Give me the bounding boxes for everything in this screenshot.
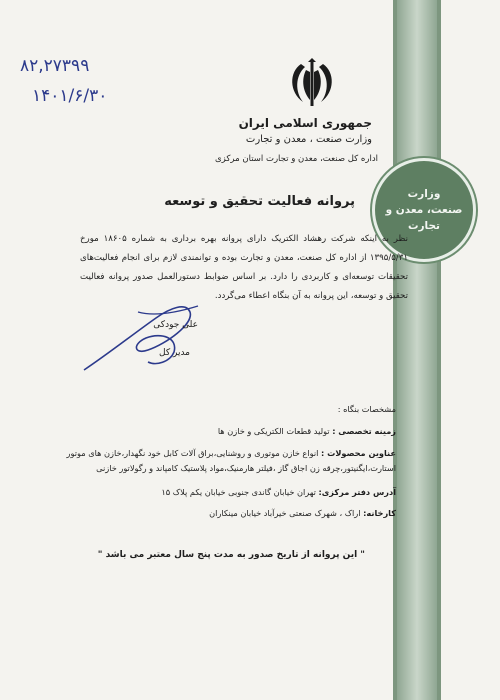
factory-row <box>66 506 396 521</box>
hq-value: تهران خیابان گاندی جنوبی خیابان یکم پلاک ۱۵ <box>161 487 316 497</box>
specialty-row <box>66 424 396 439</box>
products-row <box>66 446 396 476</box>
products-value: انواع خازن موتوری و روشنایی،براق آلات کابل خود نگهدار،خازن های موتور استارت،ایگنیتور،چرقه زن اجاق گاز ،فیلتر هارمنیک،مواد پلاستیک کامپاند و رگولاتور خازنی <box>66 448 396 473</box>
specialty-label: زمینه تخصصی : <box>332 426 396 436</box>
factory-label: کارخانه: <box>363 508 396 518</box>
green-ribbon <box>385 0 475 700</box>
details-heading: مشخصات بنگاه : <box>337 404 396 414</box>
body-paragraph: نظر به اینکه شرکت رهشاد الکتریک دارای پروانه بهره برداری به شماره ۱۸۶۰۵ مورخ ۱۳۹۵/۵/۳۱ از اداره کل صنعت، معدن و تجارت بوده و توانمندی لازم برای انجام فعالیت‌های تحقیقات توسعه‌ای و کاربردی را دارد. بر اساس ضوابط دستورالعمل صدور پروانه فعالیت تحقیق و توسعه، این پروانه به آن بنگاه اعطاء می‌گردد. <box>80 234 408 301</box>
signer-name: علی جودکی <box>153 320 198 330</box>
factory-value: اراک ، شهرک صنعتی خیرآباد خیابان مینکاران <box>209 508 361 518</box>
products-label: عناوین محصولات : <box>320 448 396 458</box>
header-ministry: وزارت صنعت ، معدن و تجارت <box>245 134 372 145</box>
signature-scribble <box>78 292 218 382</box>
validity-note: " این پروانه از تاریخ صدور به مدت پنج سال معتبر می باشد " <box>97 550 365 560</box>
seal-line-2: صنعت، معدن و <box>385 204 463 216</box>
signer-role: مدیر کل <box>159 348 190 358</box>
header-office: اداره کل صنعت، معدن و تجارت استان مرکزی <box>215 154 378 164</box>
hq-row <box>66 485 396 500</box>
header-country: جمهوری اسلامی ایران <box>238 116 372 130</box>
seal-line-3: تجارت <box>407 220 441 232</box>
hq-label: آدرس دفتر مرکزی: <box>318 487 396 497</box>
handwritten-number: ۸۲,۲۷۳۹۹ <box>20 56 90 76</box>
seal-line-1: وزارت <box>407 188 441 200</box>
iran-emblem-icon <box>285 58 339 108</box>
page-title: پروانه فعالیت تحقیق و توسعه <box>164 194 355 209</box>
handwritten-date: ۱۴۰۱/۶/۳۰ <box>32 86 108 106</box>
specialty-value: تولید قطعات الکتریکی و خازن ها <box>217 426 330 436</box>
